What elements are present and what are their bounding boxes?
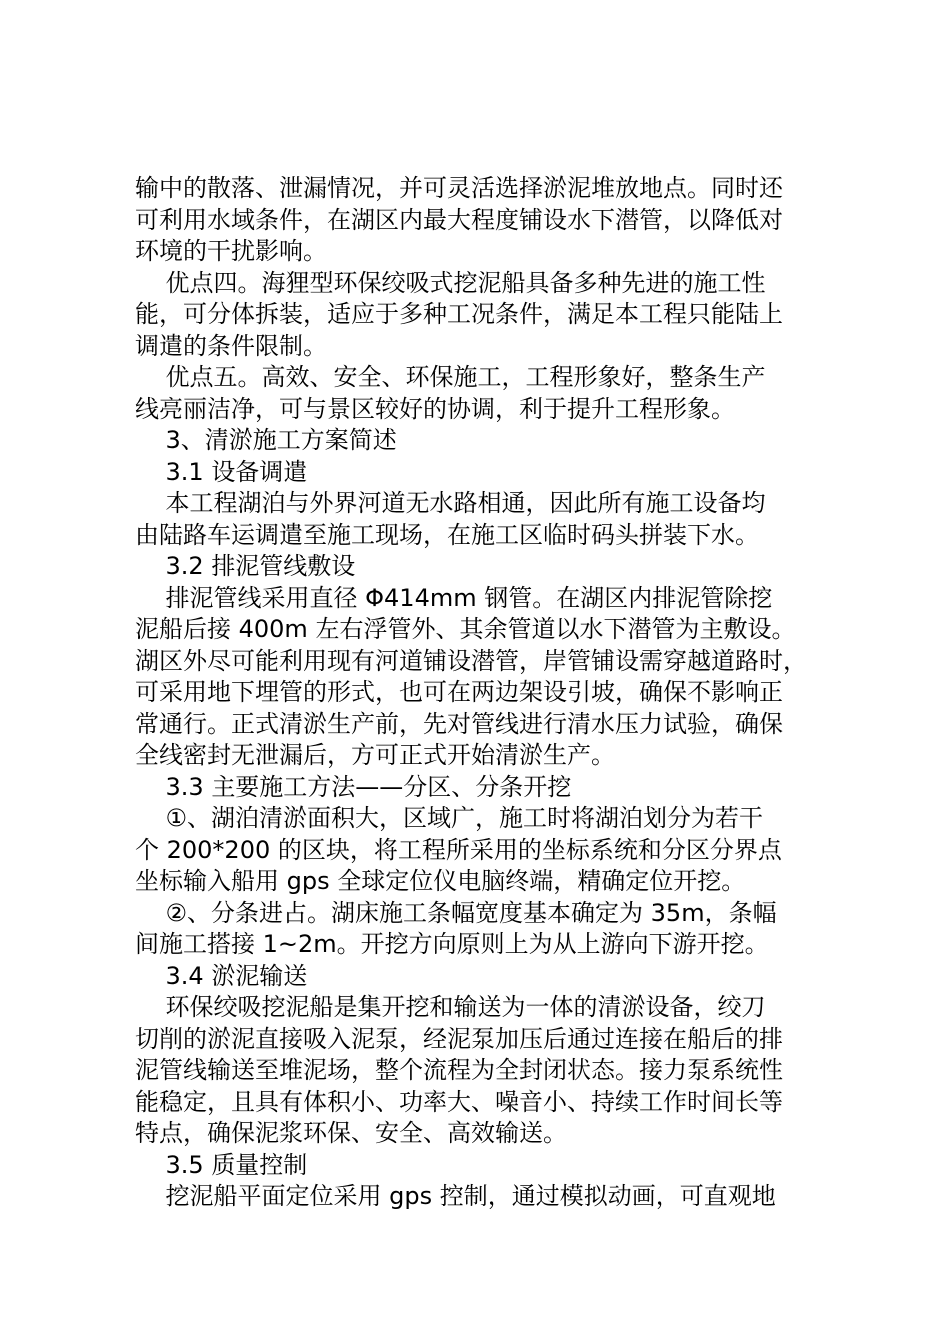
text-line: 能稳定，且具有体积小、功率大、噪音小、持续工作时间长等 (135, 1087, 783, 1116)
text-line: 线亮丽洁净，可与景区较好的协调，利于提升工程形象。 (135, 394, 735, 423)
text-line: 泥船后接 400m 左右浮管外、其余管道以水下潜管为主敷设。 (135, 615, 796, 643)
text-line: 切削的淤泥直接吸入泥泵，经泥泵加压后通过连接在船后的排 (135, 1024, 783, 1053)
text-line: 排泥管线采用直径 Φ414mm 钢管。在湖区内排泥管除挖 (135, 583, 773, 612)
text-line: 优点五。高效、安全、环保施工，工程形象好，整条生产 (135, 363, 766, 391)
text-line: 环保绞吸挖泥船是集开挖和输送为一体的清淤设备，绞刀 (135, 993, 766, 1021)
section-heading: 3、清淤施工方案简述 (135, 426, 397, 454)
text-line: 泥管线输送至堆泥场，整个流程为全封闭状态。接力泵系统性 (135, 1056, 783, 1084)
text-line: 可利用水域条件，在湖区内最大程度铺设水下潜管，以降低对 (135, 205, 783, 234)
text-line: 由陆路车运调遣至施工现场，在施工区临时码头拼装下水。 (135, 520, 759, 549)
text-line: 湖区外尽可能利用现有河道铺设潜管，岸管铺设需穿越道路时， (135, 646, 807, 675)
text-line: 挖泥船平面定位采用 gps 控制，通过模拟动画，可直观地 (135, 1182, 776, 1210)
text-line: 全线密封无泄漏后，方可正式开始清淤生产。 (135, 741, 615, 769)
text-line: 优点四。海狸型环保绞吸式挖泥船具备多种先进的施工性 (135, 268, 766, 297)
text-line: 本工程湖泊与外界河道无水路相通，因此所有施工设备均 (135, 489, 766, 517)
text-line: 输中的散落、泄漏情况，并可灵活选择淤泥堆放地点。同时还 (135, 174, 783, 202)
subsection-heading: 3.1 设备调遣 (135, 457, 308, 486)
text-line: 个 200*200 的区块，将工程所采用的坐标系统和分区分界点 (135, 835, 782, 864)
text-line: 常通行。正式清淤生产前，先对管线进行清水压力试验，确保 (135, 709, 783, 738)
text-line: 间施工搭接 1~2m。开挖方向原则上为从上游向下游开挖。 (135, 930, 769, 958)
text-line: ②、分条进占。湖床施工条幅宽度基本确定为 35m，条幅 (135, 898, 777, 927)
subsection-heading: 3.3 主要施工方法——分区、分条开挖 (135, 772, 572, 801)
document-body (135, 173, 835, 1213)
text-line: 特点，确保泥浆环保、安全、高效输送。 (135, 1119, 567, 1147)
text-line: 可采用地下埋管的形式，也可在两边架设引坡，确保不影响正 (135, 678, 783, 706)
subsection-heading: 3.2 排泥管线敷设 (135, 552, 356, 580)
subsection-heading: 3.4 淤泥输送 (135, 961, 308, 990)
text-line: 调遣的条件限制。 (135, 331, 327, 360)
subsection-heading: 3.5 质量控制 (135, 1150, 308, 1179)
text-line: 坐标输入船用 gps 全球定位仪电脑终端，精确定位开挖。 (135, 867, 746, 895)
text-line: 环境的干扰影响。 (135, 237, 327, 265)
text-line: 能，可分体拆装，适应于多种工况条件，满足本工程只能陆上 (135, 300, 783, 328)
text-line: ①、湖泊清淤面积大，区域广，施工时将湖泊划分为若干 (135, 804, 764, 832)
